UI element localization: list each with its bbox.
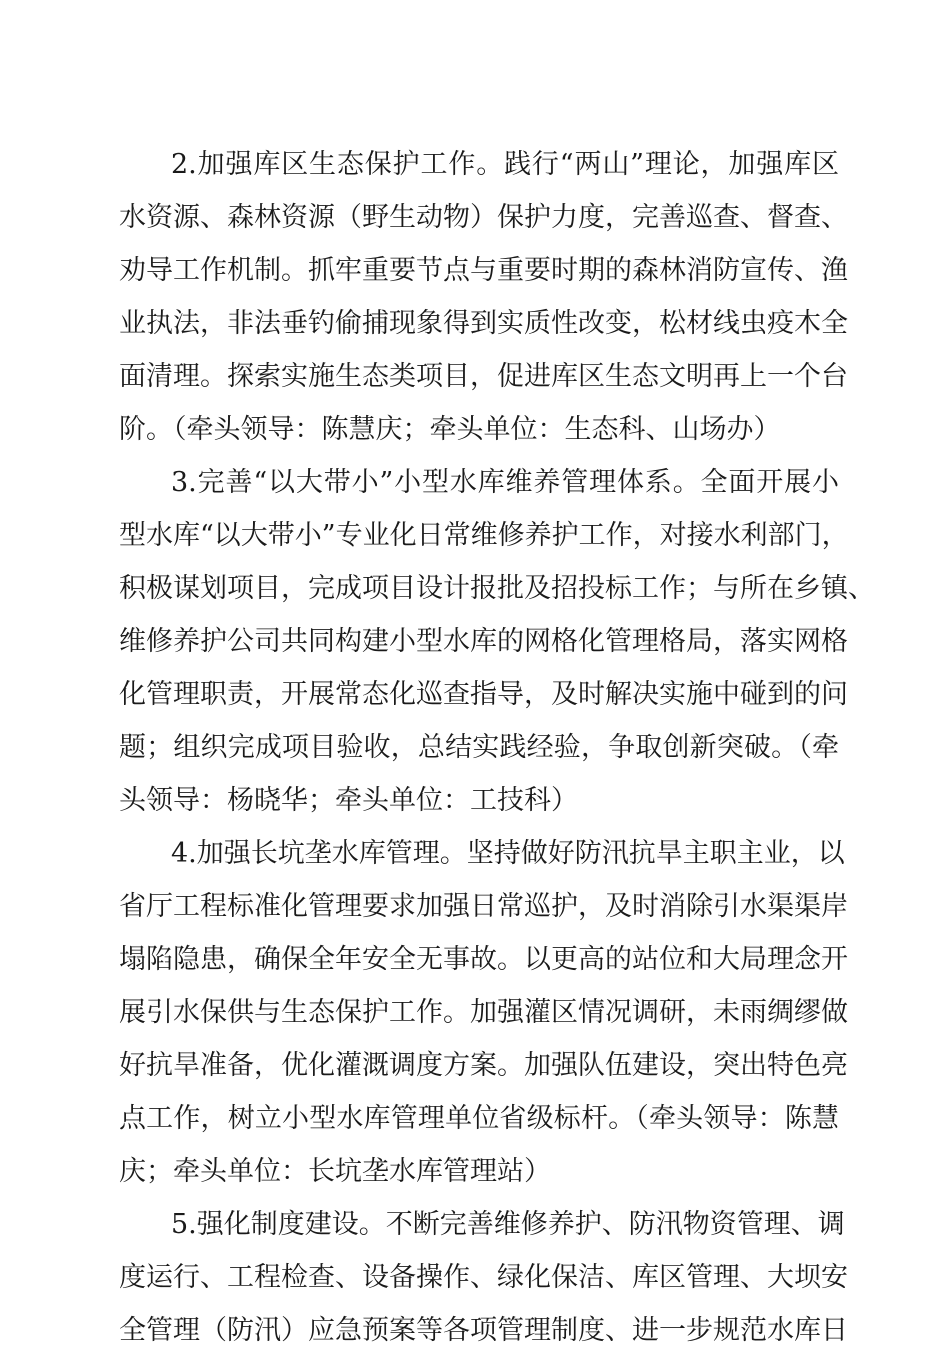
text-line: 化管理职责，开展常态化巡查指导，及时解决实施中碰到的问 <box>119 679 848 710</box>
text-line: 劝导工作机制。抓牢重要节点与重要时期的森林消防宣传、渔 <box>119 255 848 286</box>
text-line: 塌陷隐患，确保全年安全无事故。以更高的站位和大局理念开 <box>119 944 848 975</box>
paragraph-item-5 <box>119 1198 848 1357</box>
paragraph-item-4 <box>119 827 848 1198</box>
text-line: 展引水保供与生态保护工作。加强灌区情况调研，未雨绸缪做 <box>119 997 848 1028</box>
text-line: 3.完善“以大带小”小型水库维养管理体系。全面开展小 <box>171 467 839 498</box>
text-line: 业执法，非法垂钓偷捕现象得到实质性改变，松材线虫疫木全 <box>119 308 848 339</box>
text-line: 5.强化制度建设。不断完善维修养护、防汛物资管理、调 <box>171 1209 845 1240</box>
text-line: 省厅工程标准化管理要求加强日常巡护，及时消除引水渠渠岸 <box>119 891 848 922</box>
text-line: 全管理（防汛）应急预案等各项管理制度、进一步规范水库日 <box>119 1315 848 1346</box>
text-line: 维修养护公司共同构建小型水库的网格化管理格局，落实网格 <box>119 626 848 657</box>
paragraph-item-3 <box>119 456 875 827</box>
text-line: 好抗旱准备，优化灌溉调度方案。加强队伍建设，突出特色亮 <box>119 1050 848 1081</box>
text-line: 4.加强长坑垄水库管理。坚持做好防汛抗旱主职主业，以 <box>171 838 845 869</box>
text-line: 点工作，树立小型水库管理单位省级标杆。（牵头领导：陈慧 <box>119 1103 839 1134</box>
document-body <box>119 138 875 1357</box>
text-line: 型水库“以大带小”专业化日常维修养护工作，对接水利部门， <box>119 520 849 551</box>
text-line: 题；组织完成项目验收，总结实践经验，争取创新突破。（牵 <box>119 732 839 763</box>
text-line: 度运行、工程检查、设备操作、绿化保洁、库区管理、大坝安 <box>119 1262 848 1293</box>
text-line: 阶。（牵头领导：陈慧庆；牵头单位：生态科、山场办） <box>119 414 781 445</box>
text-line: 庆；牵头单位：长坑垄水库管理站） <box>119 1156 551 1187</box>
text-line: 头领导：杨晓华；牵头单位：工技科） <box>119 785 578 816</box>
paragraph-item-2 <box>119 138 848 456</box>
text-line: 面清理。探索实施生态类项目，促进库区生态文明再上一个台 <box>119 361 848 392</box>
text-line: 水资源、森林资源（野生动物）保护力度，完善巡查、督查、 <box>119 202 848 233</box>
text-line: 积极谋划项目，完成项目设计报批及招投标工作；与所在乡镇、 <box>119 573 875 604</box>
text-line: 2.加强库区生态保护工作。践行“两山”理论，加强库区 <box>171 149 839 180</box>
